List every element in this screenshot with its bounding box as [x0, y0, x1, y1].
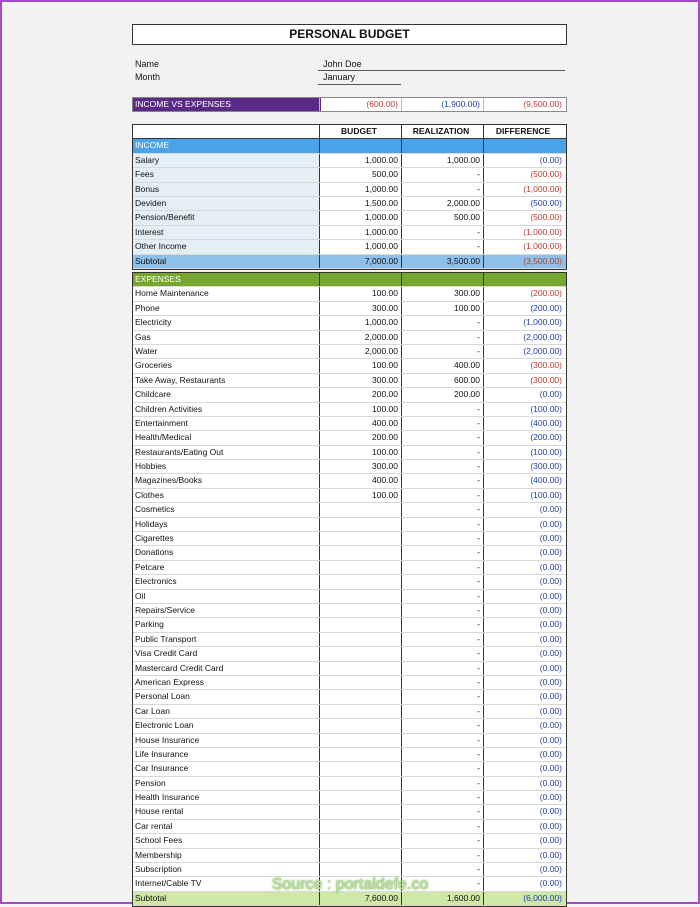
realization-cell[interactable]: - — [401, 618, 483, 631]
item-label: Cosmetics — [135, 504, 175, 515]
budget-cell[interactable]: 1,000.00 — [319, 183, 401, 196]
expense-row — [133, 345, 566, 359]
item-label: Electricity — [135, 317, 172, 328]
budget-cell[interactable] — [319, 834, 401, 847]
item-label: House Insurance — [135, 734, 200, 745]
realization-cell[interactable]: 300.00 — [401, 287, 483, 300]
expense-row — [133, 705, 566, 719]
realization-cell[interactable]: - — [401, 575, 483, 588]
realization-cell[interactable]: - — [401, 561, 483, 574]
item-label: Magazines/Books — [135, 475, 203, 486]
expense-row — [133, 388, 566, 402]
item-label: House rental — [135, 806, 184, 817]
item-label: Phone — [135, 302, 160, 313]
realization-cell[interactable]: - — [401, 331, 483, 344]
item-label: Life Insurance — [135, 748, 189, 759]
budget-header: BUDGET — [319, 125, 398, 138]
realization-cell[interactable]: - — [401, 431, 483, 444]
realization-cell[interactable]: - — [401, 168, 483, 181]
item-label: Mastercard Credit Card — [135, 662, 224, 673]
difference-cell[interactable]: (0.00) — [483, 575, 565, 588]
budget-cell[interactable] — [319, 633, 401, 646]
item-label: Membership — [135, 849, 182, 860]
budget-cell[interactable] — [319, 647, 401, 660]
difference-cell[interactable]: (0.00) — [483, 604, 565, 617]
difference-cell[interactable]: (0.00) — [483, 705, 565, 718]
difference-cell[interactable]: (0.00) — [483, 863, 565, 876]
difference-cell[interactable]: (200.00) — [483, 287, 565, 300]
budget-cell[interactable] — [319, 532, 401, 545]
expense-row — [133, 431, 566, 445]
item-label: Car Loan — [135, 705, 170, 716]
realization-cell[interactable]: 400.00 — [401, 359, 483, 372]
item-label: Deviden — [133, 197, 319, 210]
item-label: Health Insurance — [135, 792, 200, 803]
realization-cell[interactable]: - — [401, 546, 483, 559]
income-rows — [133, 154, 566, 255]
budget-cell[interactable] — [319, 561, 401, 574]
difference-cell[interactable]: (400.00) — [483, 474, 565, 487]
budget-cell[interactable] — [319, 849, 401, 862]
realization-cell[interactable]: - — [401, 226, 483, 239]
item-label: Take Away, Restaurants — [135, 374, 226, 385]
realization-cell[interactable]: - — [401, 590, 483, 603]
realization-cell[interactable]: - — [401, 734, 483, 747]
difference-cell[interactable]: (0.00) — [483, 791, 565, 804]
expenses-table — [132, 272, 567, 907]
expense-row — [133, 791, 566, 805]
difference-cell[interactable]: (0.00) — [483, 805, 565, 818]
difference-cell[interactable]: (1,000.00) — [483, 240, 565, 253]
realization-cell[interactable]: - — [401, 849, 483, 862]
budget-cell[interactable] — [319, 590, 401, 603]
realization-cell[interactable]: - — [401, 647, 483, 660]
budget-cell[interactable] — [319, 676, 401, 689]
expense-row — [133, 719, 566, 733]
expenses-section-label: EXPENSES — [135, 274, 181, 284]
item-label: Personal Loan — [135, 691, 190, 702]
realization-cell[interactable]: - — [401, 705, 483, 718]
expense-row — [133, 331, 566, 345]
expense-row — [133, 417, 566, 431]
realization-cell[interactable]: 500.00 — [401, 211, 483, 224]
item-label: Electronics — [135, 576, 177, 587]
income-row — [133, 168, 566, 182]
budget-cell[interactable]: 200.00 — [319, 431, 401, 444]
expense-row — [133, 633, 566, 647]
ive-difference[interactable]: (9,500.00) — [483, 98, 565, 111]
expense-row — [133, 676, 566, 690]
budget-cell[interactable]: 100.00 — [319, 489, 401, 502]
income-subtotal-realization[interactable]: 3,500.00 — [401, 255, 483, 268]
budget-cell[interactable] — [319, 546, 401, 559]
item-label: Public Transport — [135, 633, 197, 644]
expense-row — [133, 762, 566, 776]
item-label: Health/Medical — [135, 432, 192, 443]
expense-row — [133, 618, 566, 632]
difference-cell[interactable]: (0.00) — [483, 503, 565, 516]
item-label: Clothes — [135, 489, 164, 500]
realization-cell[interactable]: - — [401, 474, 483, 487]
expense-row — [133, 748, 566, 762]
expense-row — [133, 575, 566, 589]
difference-header: DIFFERENCE — [483, 125, 562, 138]
difference-cell[interactable]: (0.00) — [483, 618, 565, 631]
budget-cell[interactable]: 100.00 — [319, 403, 401, 416]
income-subtotal-budget[interactable]: 7,000.00 — [319, 255, 401, 268]
budget-cell[interactable]: 1,000.00 — [319, 211, 401, 224]
budget-cell[interactable]: 1,500.00 — [319, 197, 401, 210]
difference-cell[interactable]: (0.00) — [483, 777, 565, 790]
budget-cell[interactable]: 1,000.00 — [319, 154, 401, 167]
income-table — [132, 124, 567, 270]
realization-cell[interactable]: - — [401, 532, 483, 545]
realization-cell[interactable]: 200.00 — [401, 388, 483, 401]
expense-row — [133, 820, 566, 834]
realization-cell[interactable]: 600.00 — [401, 374, 483, 387]
realization-header: REALIZATION — [401, 125, 480, 138]
realization-cell[interactable]: - — [401, 604, 483, 617]
budget-cell[interactable] — [319, 618, 401, 631]
difference-cell[interactable]: (0.00) — [483, 590, 565, 603]
difference-cell[interactable]: (2,000.00) — [483, 331, 565, 344]
expense-row — [133, 460, 566, 474]
difference-cell[interactable]: (300.00) — [483, 460, 565, 473]
realization-cell[interactable]: - — [401, 345, 483, 358]
budget-cell[interactable] — [319, 503, 401, 516]
sheet-title: PERSONAL BUDGET — [132, 24, 567, 45]
expense-row — [133, 690, 566, 704]
item-label: Restaurants/Eating Out — [135, 446, 224, 457]
difference-cell[interactable]: (200.00) — [483, 302, 565, 315]
realization-cell[interactable]: - — [401, 633, 483, 646]
difference-cell[interactable]: (0.00) — [483, 154, 565, 167]
item-label: Electronic Loan — [135, 720, 194, 731]
item-label: Interest — [133, 226, 319, 239]
item-label: Pension — [135, 777, 166, 788]
realization-cell[interactable]: - — [401, 662, 483, 675]
budget-cell[interactable] — [319, 734, 401, 747]
difference-cell[interactable]: (0.00) — [483, 877, 565, 890]
realization-cell[interactable]: - — [401, 719, 483, 732]
difference-cell[interactable]: (0.00) — [483, 633, 565, 646]
expenses-subtotal-difference[interactable]: (6,000.00) — [483, 892, 565, 905]
realization-cell[interactable]: 2,000.00 — [401, 197, 483, 210]
expense-row — [133, 777, 566, 791]
difference-cell[interactable]: (500.00) — [483, 168, 565, 181]
item-label: Car Insurance — [135, 763, 189, 774]
difference-cell[interactable]: (300.00) — [483, 359, 565, 372]
realization-cell[interactable]: - — [401, 762, 483, 775]
difference-cell[interactable]: (0.00) — [483, 820, 565, 833]
expense-row — [133, 359, 566, 373]
difference-cell[interactable]: (0.00) — [483, 762, 565, 775]
realization-cell[interactable]: - — [401, 820, 483, 833]
income-row — [133, 211, 566, 225]
item-label: Home Maintenance — [135, 288, 209, 299]
name-label: Name — [135, 59, 160, 69]
difference-cell[interactable]: (0.00) — [483, 662, 565, 675]
income-row — [133, 226, 566, 240]
realization-cell[interactable]: - — [401, 676, 483, 689]
budget-cell[interactable] — [319, 762, 401, 775]
budget-cell[interactable]: 100.00 — [319, 446, 401, 459]
ive-realization[interactable]: (1,900.00) — [401, 98, 483, 111]
expense-row — [133, 561, 566, 575]
realization-cell[interactable]: - — [401, 877, 483, 890]
income-row — [133, 183, 566, 197]
realization-cell[interactable]: - — [401, 417, 483, 430]
income-header-row — [133, 125, 566, 139]
difference-cell[interactable]: (1,000.00) — [483, 316, 565, 329]
item-label: Repairs/Service — [135, 604, 195, 615]
item-label: Visa Credit Card — [135, 648, 198, 659]
expense-row — [133, 474, 566, 488]
budget-cell[interactable]: 2,000.00 — [319, 331, 401, 344]
month-underline — [318, 84, 401, 85]
item-label: Other Income — [133, 240, 319, 253]
income-vs-expenses-row — [132, 97, 567, 112]
name-underline — [318, 70, 565, 71]
budget-cell[interactable]: 500.00 — [319, 168, 401, 181]
expense-row — [133, 503, 566, 517]
budget-cell[interactable]: 1,000.00 — [319, 226, 401, 239]
difference-cell[interactable]: (0.00) — [483, 532, 565, 545]
budget-cell[interactable]: 300.00 — [319, 302, 401, 315]
month-label: Month — [135, 72, 161, 82]
expense-row — [133, 834, 566, 848]
expense-row — [133, 489, 566, 503]
budget-cell[interactable]: 300.00 — [319, 374, 401, 387]
difference-cell[interactable]: (0.00) — [483, 834, 565, 847]
difference-cell[interactable]: (100.00) — [483, 489, 565, 502]
difference-cell[interactable]: (0.00) — [483, 647, 565, 660]
realization-cell[interactable]: - — [401, 863, 483, 876]
realization-cell[interactable]: - — [401, 503, 483, 516]
budget-cell[interactable] — [319, 604, 401, 617]
item-label: Entertainment — [135, 417, 188, 428]
realization-cell[interactable]: 100.00 — [401, 302, 483, 315]
difference-cell[interactable]: (1,000.00) — [483, 183, 565, 196]
realization-cell[interactable]: - — [401, 791, 483, 804]
expense-row — [133, 546, 566, 560]
item-label: Pension/Benefit — [133, 211, 319, 224]
item-label: Children Activities — [135, 403, 203, 414]
budget-cell[interactable] — [319, 820, 401, 833]
difference-cell[interactable]: (0.00) — [483, 849, 565, 862]
item-label: Gas — [135, 331, 151, 342]
budget-cell[interactable] — [319, 662, 401, 675]
realization-cell[interactable]: - — [401, 403, 483, 416]
realization-cell[interactable]: - — [401, 518, 483, 531]
item-label: Fees — [133, 168, 319, 181]
difference-cell[interactable]: (0.00) — [483, 734, 565, 747]
income-subtotal-difference[interactable]: (3,500.00) — [483, 255, 565, 268]
realization-cell[interactable]: - — [401, 460, 483, 473]
item-label: Oil — [135, 590, 146, 601]
difference-cell[interactable]: (0.00) — [483, 561, 565, 574]
item-label: Childcare — [135, 389, 171, 400]
expense-row — [133, 316, 566, 330]
item-label: Subscription — [135, 864, 182, 875]
difference-cell[interactable]: (200.00) — [483, 431, 565, 444]
realization-cell[interactable]: - — [401, 240, 483, 253]
expense-row — [133, 604, 566, 618]
budget-cell[interactable]: 1,000.00 — [319, 316, 401, 329]
realization-cell[interactable]: - — [401, 777, 483, 790]
expenses-subtotal-realization[interactable]: 1,600.00 — [401, 892, 483, 905]
realization-cell[interactable]: - — [401, 690, 483, 703]
budget-cell[interactable] — [319, 805, 401, 818]
name-value[interactable]: John Doe — [323, 59, 362, 69]
expense-row — [133, 532, 566, 546]
subtotal-label: Subtotal — [135, 255, 167, 266]
difference-cell[interactable]: (500.00) — [483, 211, 565, 224]
item-label: Petcare — [135, 561, 165, 572]
item-label: Hobbies — [135, 461, 167, 472]
budget-cell[interactable]: 100.00 — [319, 287, 401, 300]
realization-cell[interactable]: 1,000.00 — [401, 154, 483, 167]
income-section-header — [133, 139, 566, 153]
realization-cell[interactable]: - — [401, 446, 483, 459]
difference-cell[interactable]: (0.00) — [483, 748, 565, 761]
budget-cell[interactable] — [319, 719, 401, 732]
expenses-section-header — [133, 273, 566, 287]
item-label: Bonus — [133, 183, 319, 196]
difference-cell[interactable]: (1,000.00) — [483, 226, 565, 239]
budget-cell[interactable]: 200.00 — [319, 388, 401, 401]
item-label: Car rental — [135, 820, 173, 831]
budget-cell[interactable] — [319, 705, 401, 718]
item-label: Water — [135, 345, 158, 356]
budget-cell[interactable] — [319, 518, 401, 531]
realization-cell[interactable]: - — [401, 489, 483, 502]
expense-row — [133, 446, 566, 460]
difference-cell[interactable]: (500.00) — [483, 197, 565, 210]
difference-cell[interactable]: (0.00) — [483, 518, 565, 531]
income-row — [133, 197, 566, 211]
ive-budget[interactable]: (600.00) — [319, 98, 401, 111]
realization-cell[interactable]: - — [401, 748, 483, 761]
item-label: American Express — [135, 676, 204, 687]
budget-cell[interactable] — [319, 690, 401, 703]
difference-cell[interactable]: (400.00) — [483, 417, 565, 430]
budget-cell[interactable] — [319, 863, 401, 876]
expense-row — [133, 403, 566, 417]
difference-cell[interactable]: (0.00) — [483, 676, 565, 689]
budget-cell[interactable]: 400.00 — [319, 417, 401, 430]
source-caption: Source : portaldefe.co — [271, 876, 429, 893]
subtotal-label: Subtotal — [135, 892, 167, 903]
difference-cell[interactable]: (100.00) — [483, 403, 565, 416]
budget-cell[interactable] — [319, 777, 401, 790]
budget-cell[interactable]: 400.00 — [319, 474, 401, 487]
difference-cell[interactable]: (0.00) — [483, 719, 565, 732]
expense-row — [133, 302, 566, 316]
expense-row — [133, 647, 566, 661]
realization-cell[interactable]: - — [401, 805, 483, 818]
income-subtotal-row — [133, 255, 566, 269]
item-label: Parking — [135, 619, 164, 630]
item-label: Cigarettes — [135, 533, 174, 544]
difference-cell[interactable]: (0.00) — [483, 388, 565, 401]
expense-row — [133, 518, 566, 532]
expenses-subtotal-budget[interactable]: 7,600.00 — [319, 892, 401, 905]
income-row — [133, 240, 566, 254]
income-row — [133, 154, 566, 168]
month-value[interactable]: January — [323, 72, 356, 82]
budget-cell[interactable]: 300.00 — [319, 460, 401, 473]
difference-cell[interactable]: (100.00) — [483, 446, 565, 459]
item-label: Holidays — [135, 518, 168, 529]
budget-cell[interactable] — [319, 791, 401, 804]
item-label: Salary — [133, 154, 319, 167]
expense-row — [133, 287, 566, 301]
expense-row — [133, 590, 566, 604]
expense-row — [133, 662, 566, 676]
budget-cell[interactable]: 2,000.00 — [319, 345, 401, 358]
item-label: Donations — [135, 547, 174, 558]
difference-cell[interactable]: (0.00) — [483, 546, 565, 559]
difference-cell[interactable]: (2,000.00) — [483, 345, 565, 358]
difference-cell[interactable]: (0.00) — [483, 690, 565, 703]
difference-cell[interactable]: (300.00) — [483, 374, 565, 387]
budget-cell[interactable] — [319, 748, 401, 761]
expense-row — [133, 734, 566, 748]
income-vs-expenses-label: INCOME VS EXPENSES — [133, 98, 321, 111]
expense-rows — [133, 287, 566, 891]
item-label: Groceries — [135, 360, 172, 371]
budget-cell[interactable]: 1,000.00 — [319, 240, 401, 253]
budget-cell[interactable]: 100.00 — [319, 359, 401, 372]
realization-cell[interactable]: - — [401, 183, 483, 196]
budget-cell[interactable] — [319, 575, 401, 588]
realization-cell[interactable]: - — [401, 834, 483, 847]
item-label: School Fees — [135, 835, 183, 846]
realization-cell[interactable]: - — [401, 316, 483, 329]
expense-row — [133, 849, 566, 863]
expense-row — [133, 805, 566, 819]
expense-row — [133, 374, 566, 388]
item-label: Internet/Cable TV — [135, 878, 202, 889]
income-section-label: INCOME — [135, 140, 169, 151]
